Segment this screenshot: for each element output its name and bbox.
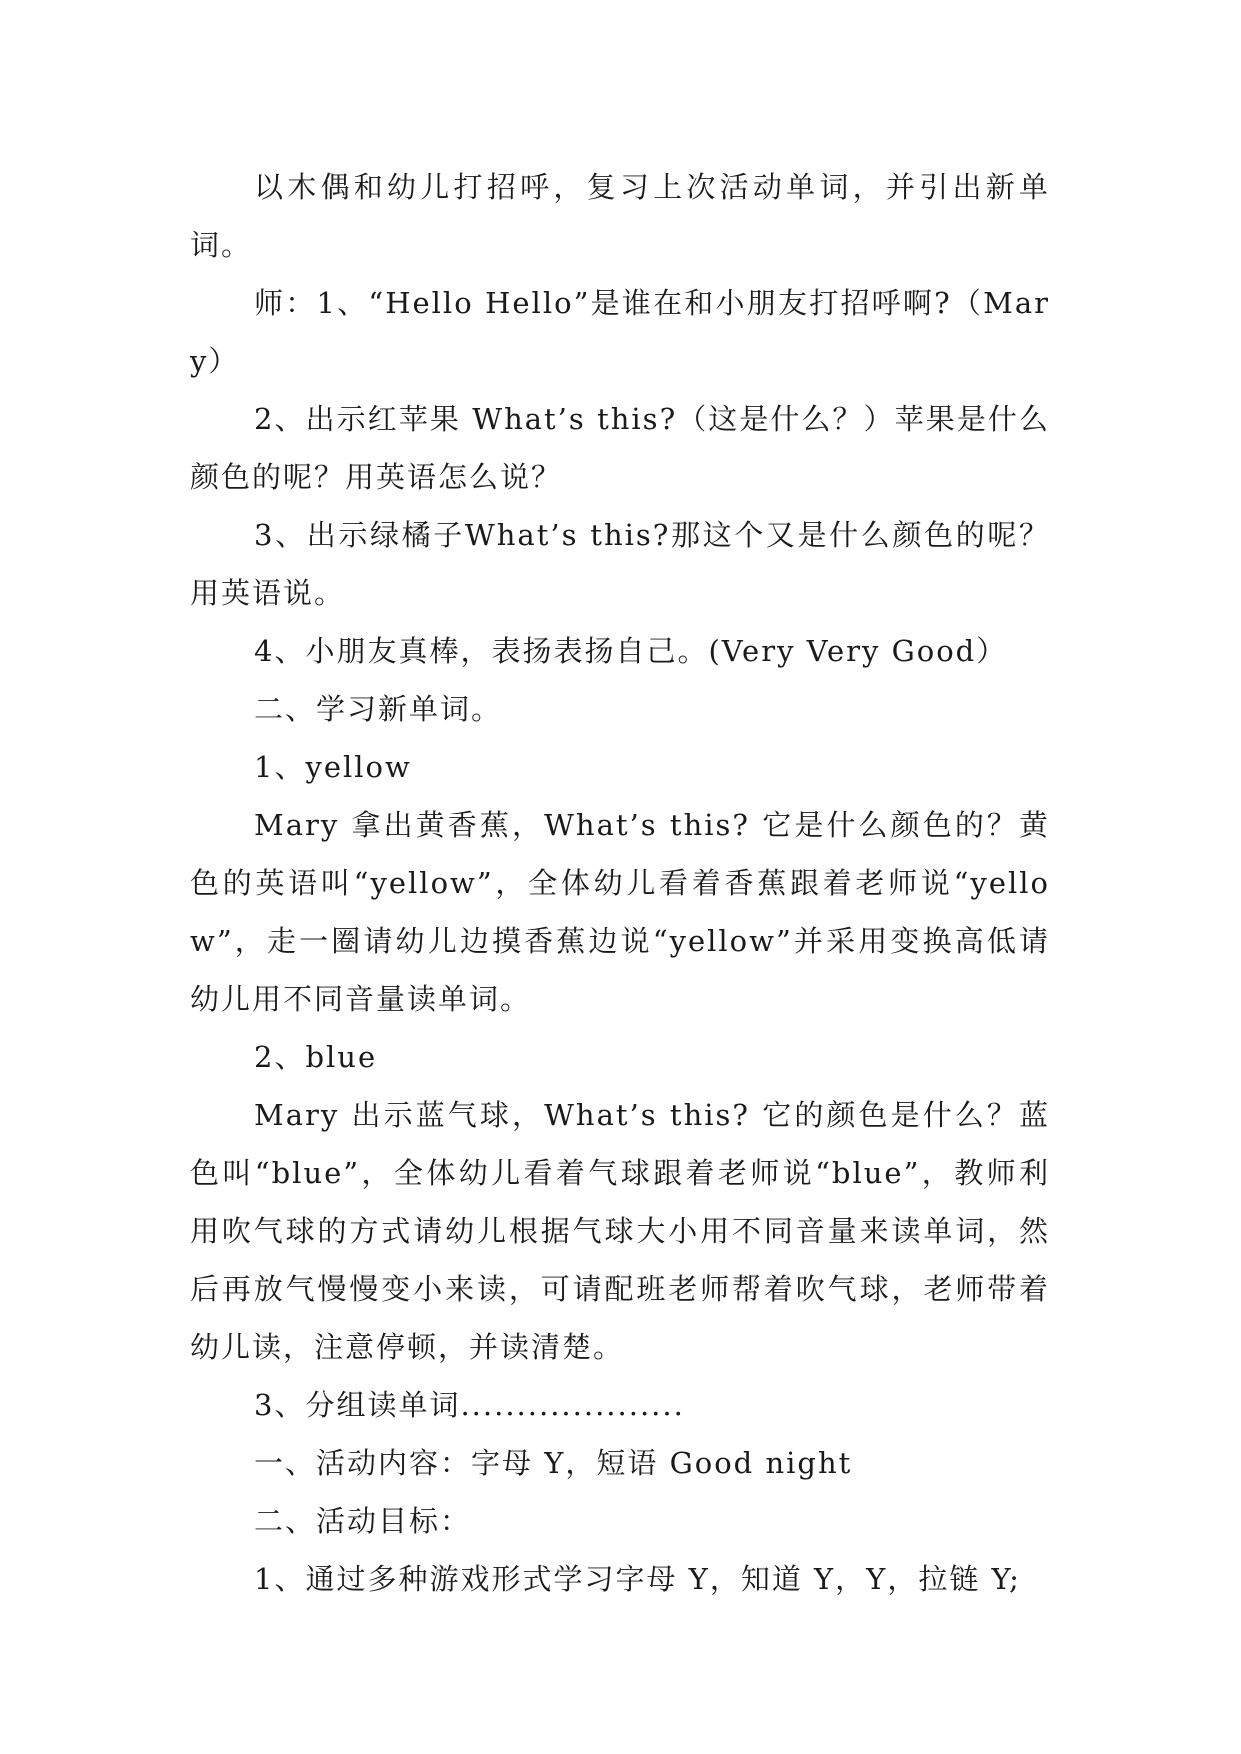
paragraph-step-4-praise: 4、小朋友真棒，表扬表扬自己。(Very Very Good） [254,634,1008,668]
word-heading-blue: 2、blue [254,1040,378,1074]
paragraph-teacher-step-1: 师：1、“Hello Hello”是谁在和小朋友打招呼啊?（Mary） [190,286,1050,378]
section-heading-learn-new-words: 二、学习新单词。 [254,692,503,726]
word-heading-yellow: 1、yellow [254,750,412,784]
document-body [190,158,1050,1608]
paragraph-yellow-banana: Mary 拿出黄香蕉，What’s this? 它是什么颜色的？黄色的英语叫“yellow”，全体幼儿看着香蕉跟着老师说“yellow”，走一圈请幼儿边摸香蕉边说“yellow”并采用变换高低请幼儿用不同音量读单词。 [190,808,1050,1016]
paragraph-step-2-red-apple: 2、出示红苹果 What’s this?（这是什么？）苹果是什么颜色的呢？用英语怎么说？ [190,402,1050,494]
paragraph-step-3-green-orange: 3、出示绿橘子What’s this?那这个又是什么颜色的呢？用英语说。 [190,518,1050,610]
section-heading-activity-content: 一、活动内容：字母 Y，短语 Good night [254,1446,853,1480]
section-heading-activity-goals: 二、活动目标： [254,1504,472,1538]
paragraph-intro: 以木偶和幼儿打招呼，复习上次活动单词，并引出新单词。 [190,170,1050,262]
paragraph-group-reading: 3、分组读单词.................... [254,1388,685,1422]
paragraph-blue-balloon: Mary 出示蓝气球，What’s this? 它的颜色是什么？蓝色叫“blue”，全体幼儿看着气球跟着老师说“blue”，教师利用吹气球的方式请幼儿根据气球大小用不同音量来读单词，然后再放气慢慢变小来读，可请配班老师帮着吹气球，老师带着幼儿读，注意停顿，并读清楚。 [190,1098,1050,1364]
paragraph-goal-1: 1、通过多种游戏形式学习字母 Y，知道 Y，Y，拉链 Y; [254,1562,1021,1596]
